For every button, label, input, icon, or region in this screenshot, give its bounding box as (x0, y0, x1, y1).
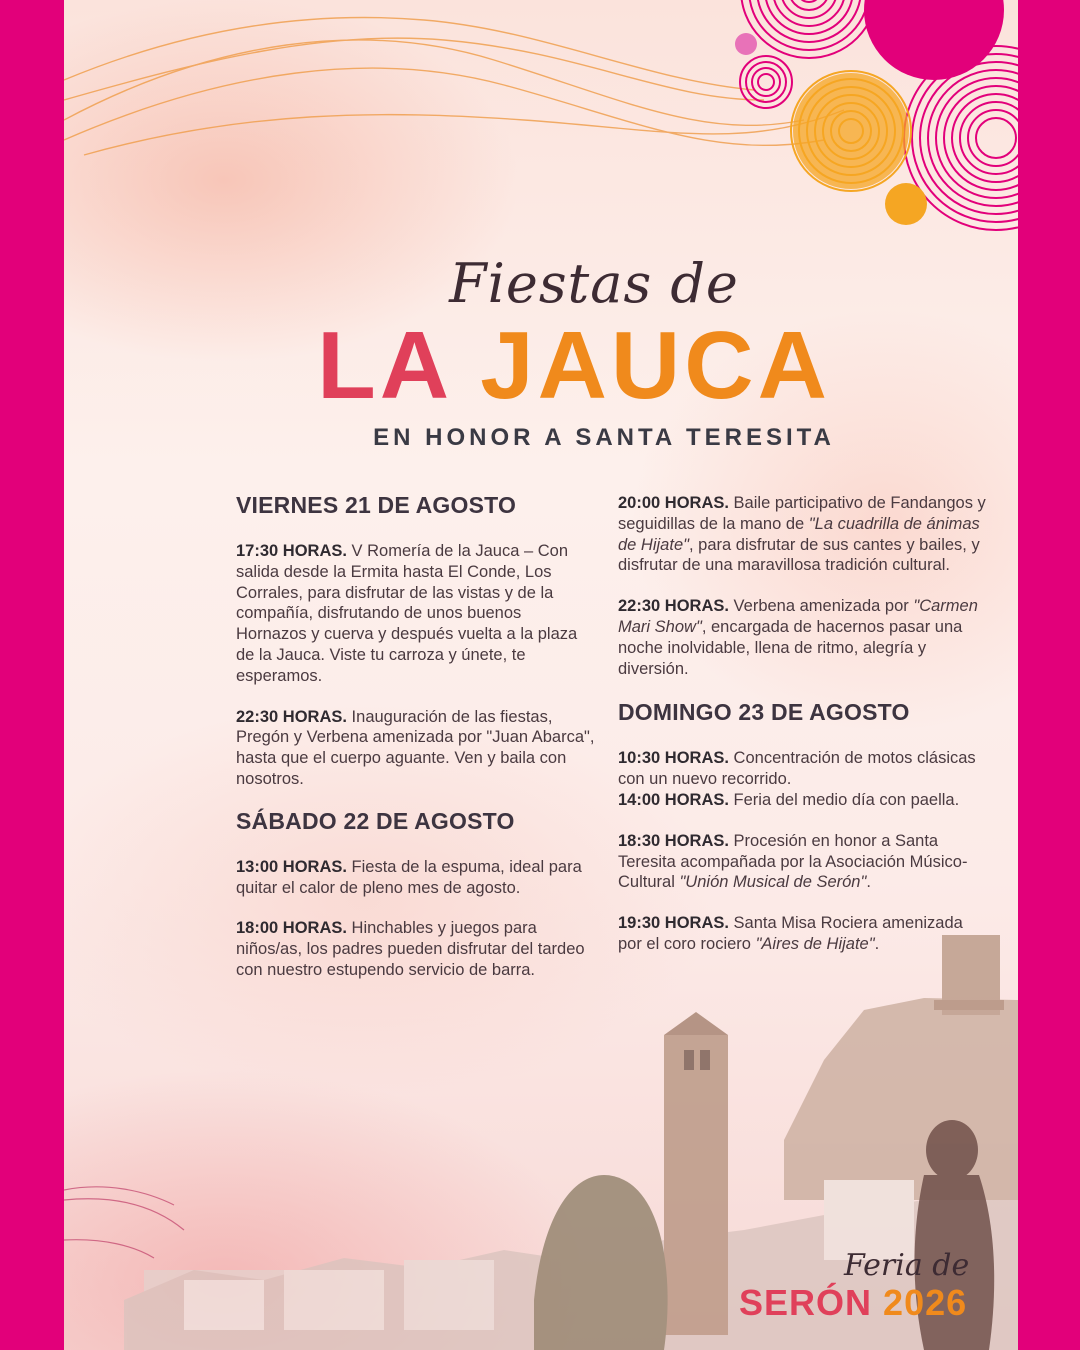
schedule-entry (236, 918, 596, 980)
small-circle-decoration (735, 33, 757, 55)
entry-text: Procesión en honor a Santa Teresita acompañada por la Asociación Músico-Cultural (618, 831, 968, 892)
feria-script-label: Feria de (844, 1248, 970, 1283)
entry-text: Baile participativo de Fandangos y seguidillas de la mano de (618, 494, 986, 533)
entry-time: 13:00 HORAS. (236, 857, 347, 876)
magenta-circle-decoration (864, 0, 1004, 80)
entry-time: 18:00 HORAS. (236, 919, 347, 938)
entry-time: 18:30 HORAS. (618, 831, 729, 850)
schedule-entry (618, 831, 988, 893)
subtitle: EN HONOR A SANTA TERESITA (373, 424, 835, 451)
schedule-entry (618, 493, 988, 576)
entry-time: 19:30 HORAS. (618, 914, 729, 933)
schedule-right-column (618, 493, 988, 975)
schedule-entry (236, 541, 596, 687)
schedule-entry (618, 790, 988, 811)
entry-time: 10:30 HORAS. (618, 749, 729, 768)
entry-text-italic: "Aires de Hijate" (755, 934, 875, 953)
schedule-entry (236, 707, 596, 790)
entry-time: 17:30 HORAS. (236, 542, 347, 560)
entry-time: 20:00 HORAS. (618, 494, 729, 512)
day-heading-friday: VIERNES 21 DE AGOSTO (236, 492, 517, 518)
day-heading-sunday: DOMINGO 23 DE AGOSTO (618, 699, 910, 726)
entry-text: V Romería de la Jauca – Con salida desde la Ermita hasta El Conde, Los Corrales, para disfrutar de las vistas y de la compañía, disfrutando de unos buenos Hornazos y cuerva y después vuelta a la plaza de la Jauca. Viste tu carroza y únete, te esperamos. (236, 542, 578, 685)
entry-time: 22:30 HORAS. (236, 707, 347, 726)
feria-word-seron: SERÓN (739, 1282, 873, 1323)
entry-time: 22:30 HORAS. (618, 597, 729, 616)
entry-text: Santa Misa Rociera amenizada por el coro rociero (618, 914, 963, 953)
entry-text-italic: "Unión Musical de Serón" (679, 873, 867, 892)
title-script: Fiestas de (449, 252, 739, 315)
schedule-entry (236, 857, 596, 899)
feria-logo-text (739, 1282, 967, 1324)
entry-text: Hinchables y juegos para niños/as, los padres pueden disfrutar del tardeo con nuestro estupendo servicio de barra. (236, 919, 585, 979)
entry-text-italic: "La cuadrilla de ánimas de Hijate" (618, 514, 980, 554)
small-orange-circle-decoration (885, 183, 927, 225)
entry-text: , para disfrutar de sus cantes y bailes, y disfrutar de una maravillosa tradición cultural. (618, 535, 980, 575)
entry-text: Fiesta de la espuma, ideal para quitar el calor de pleno mes de agosto. (236, 857, 582, 897)
schedule-entry (618, 913, 988, 955)
entry-time: 14:00 HORAS. (618, 790, 729, 809)
schedule-left-column (236, 492, 596, 1001)
poster-paper (64, 0, 1018, 1350)
feria-year: 2026 (883, 1282, 968, 1323)
entry-text: Inauguración de las fiestas, Pregón y Verbena amenizada por "Juan Abarca", hasta que el cuerpo aguante. Ven y baila con nosotros. (236, 707, 595, 788)
title-main (224, 312, 924, 419)
entry-text: Feria del medio día con paella. (728, 790, 960, 809)
schedule-entry (618, 596, 988, 679)
entry-text: . (866, 873, 871, 892)
title-word-la: LA (317, 312, 450, 419)
schedule-entry (618, 748, 988, 790)
flowing-lines-decoration (64, 18, 844, 156)
day-heading-saturday: SÁBADO 22 DE AGOSTO (236, 807, 515, 834)
entry-text-italic: "Carmen Mari Show" (618, 597, 978, 636)
entry-text: Verbena amenizada por (728, 597, 914, 616)
entry-text: , encargada de hacernos pasar una noche inolvidable, llena de ritmo, alegría y diversión. (618, 617, 963, 678)
entry-text: . (874, 934, 880, 953)
entry-text: Concentración de motos clásicas con un nuevo recorrido. (618, 749, 976, 789)
title-word-jauca: JAUCA (480, 312, 831, 419)
bottom-lines-decoration (64, 1187, 184, 1258)
